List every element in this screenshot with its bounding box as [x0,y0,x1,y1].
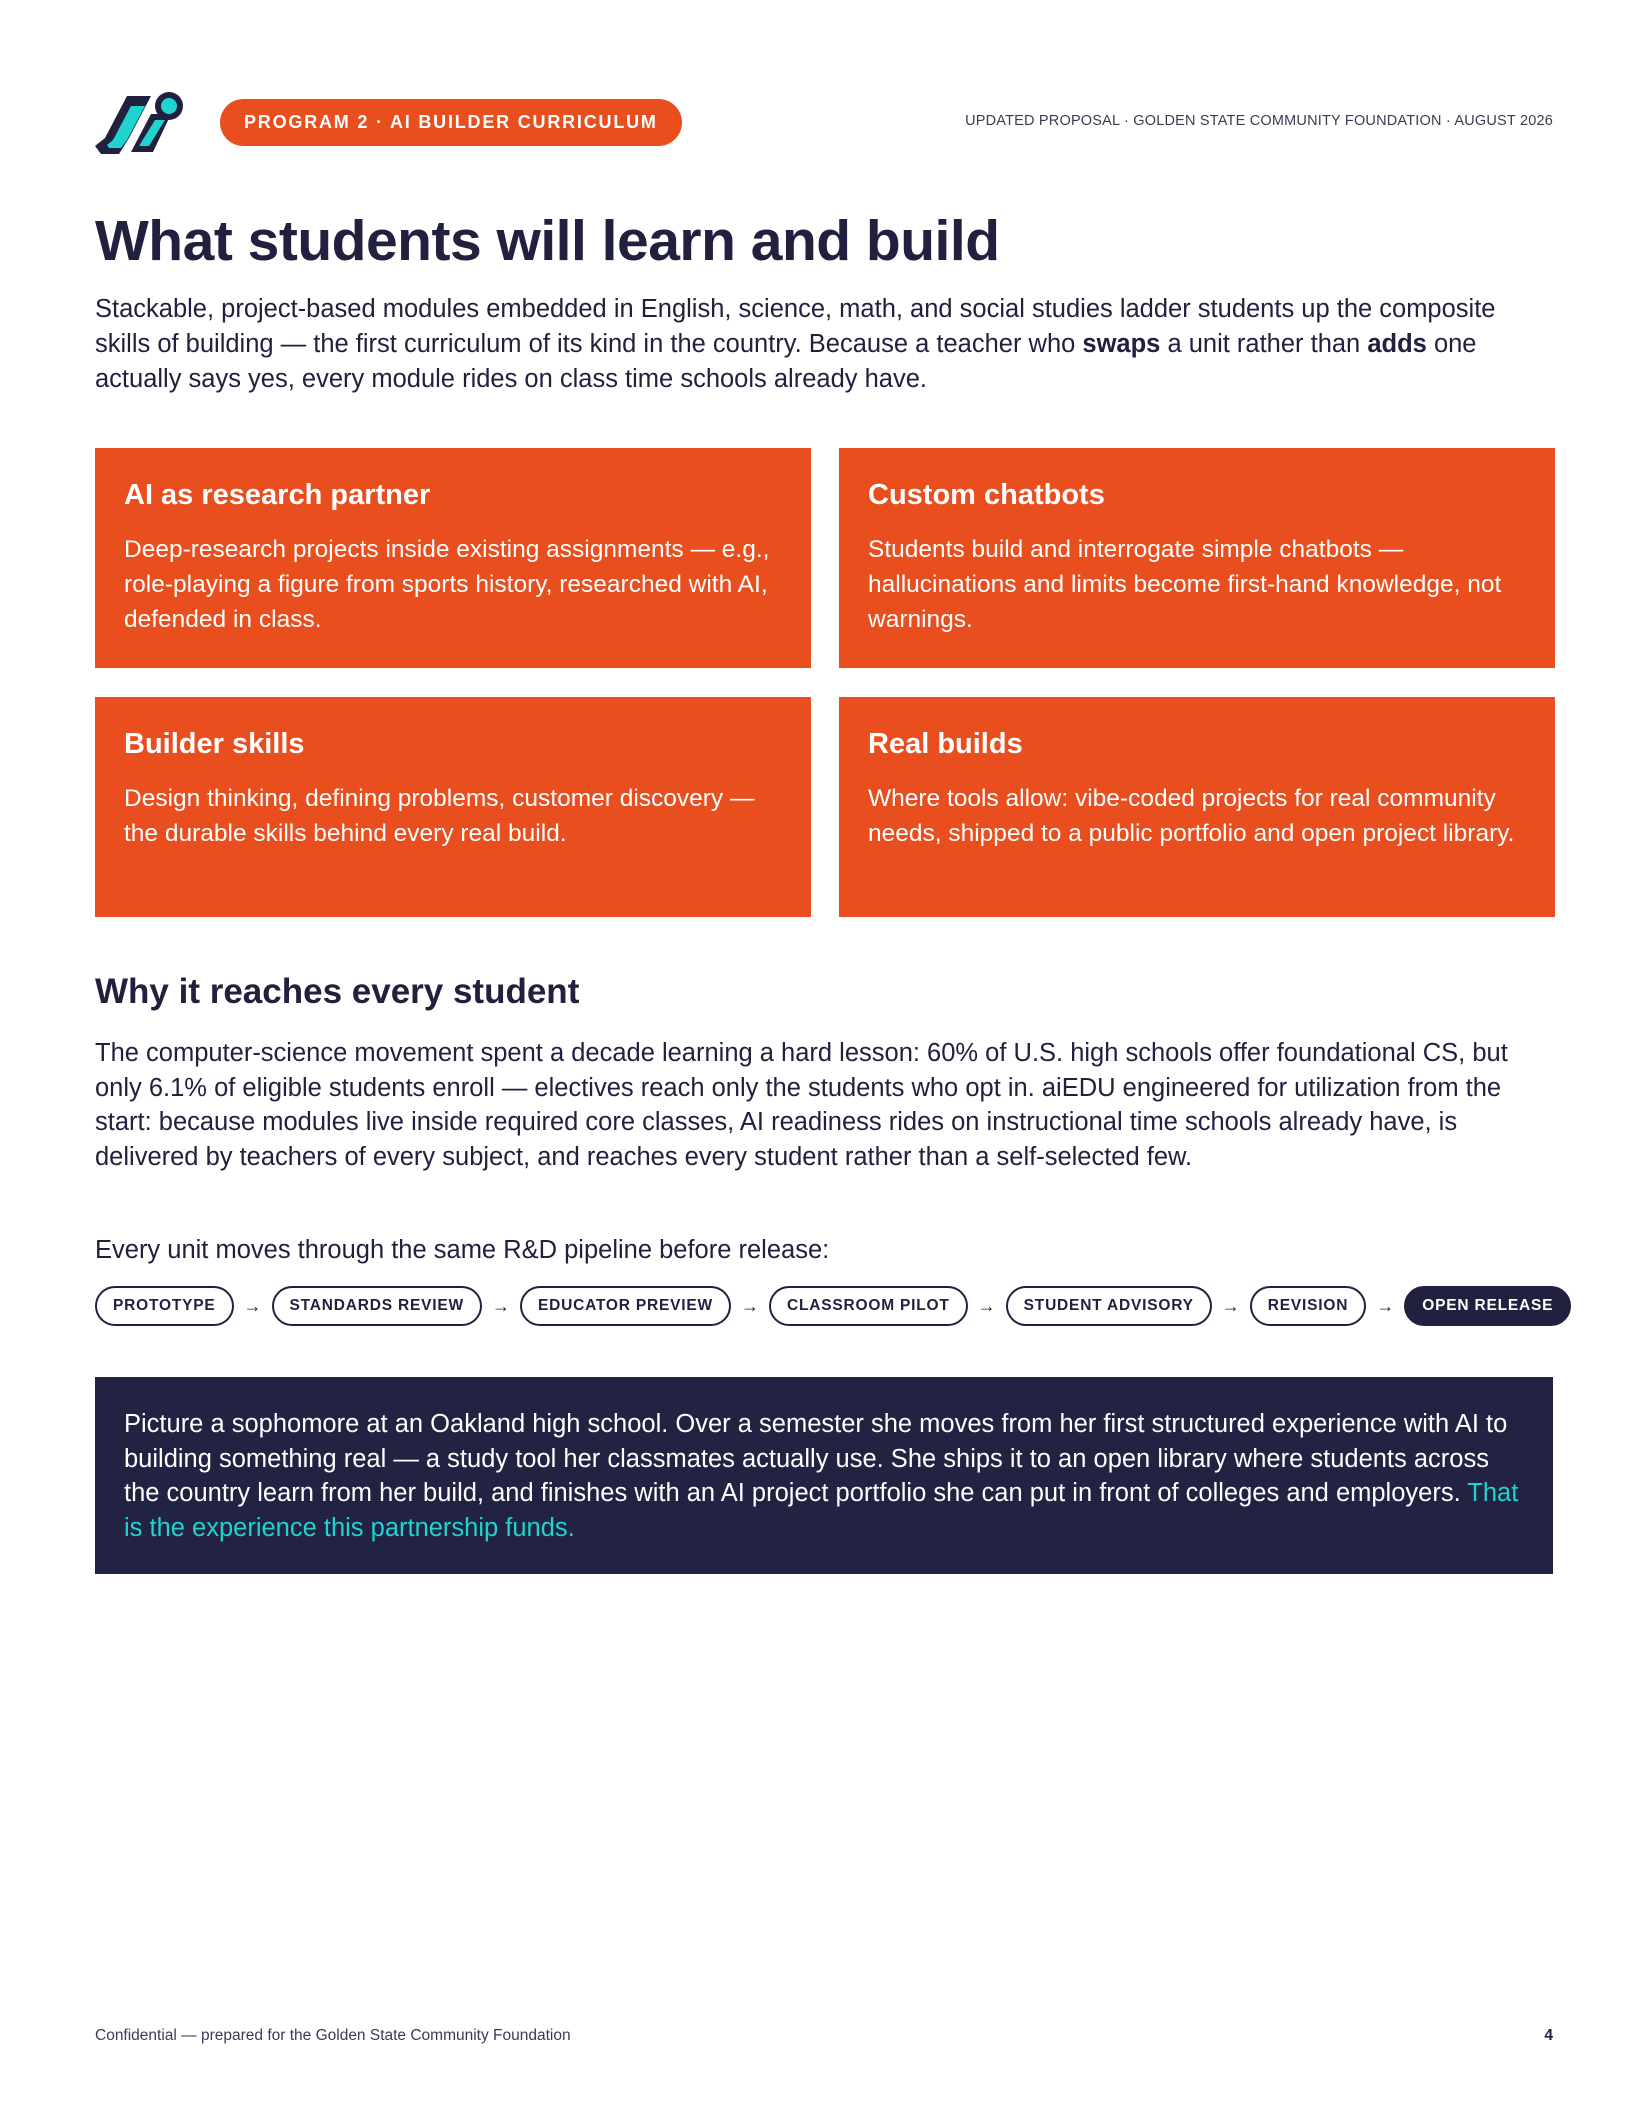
pipeline-step-open-release: OPEN RELEASE [1404,1286,1571,1326]
arrow-right-icon: → [491,1295,510,1316]
pipeline-step-prototype: PROTOTYPE [95,1286,234,1326]
aiedu-logo-icon [95,88,187,160]
pipeline-step-standards-review: STANDARDS REVIEW [272,1286,482,1326]
section-body: The computer-science movement spent a decade learning a hard lesson: 60% of U.S. high schools offer foundational CS, but only 6.1% of eligible students enroll — electives reach only the students who opt in. aiEDU engineered for utilization from the start: because modules live inside required core classes, AI readiness rides on instructional time schools already have, is delivered by teachers of every subject, and reaches every student rather than a self-selected few. [95,1039,1508,1171]
callout-text [124,1407,1523,1545]
lead-text-1: Stackable, project-based modules embedded in English, science, math, and social studies ladder students up the composite skills of building — the first curriculum of its kind in the country. Because a teacher who [95,295,1496,358]
lead-bold-adds: adds [1367,330,1427,358]
card-body: Deep-research projects inside existing assignments — e.g., role-playing a figure from sports history, researched with AI, defended in class. [124,536,770,633]
section-heading: Why it reaches every student [95,972,580,1011]
callout-body: Picture a sophomore at an Oakland high school. Over a semester she moves from her first structured experience with AI to building something real — a study tool her classmates actually use. She ships it to an open library where students across the country learn from her build, and finishes with an AI project portfolio she can put in front of colleges and employers. [124,1410,1508,1507]
card-ai-research-partner [95,448,811,668]
card-custom-chatbots [839,448,1555,668]
card-body: Students build and interrogate simple chatbots — hallucinations and limits become first-hand knowledge, not warnings. [868,536,1502,633]
arrow-right-icon: → [977,1295,996,1316]
card-title: Custom chatbots [868,479,1105,511]
arrow-right-icon: → [740,1295,759,1316]
arrow-right-icon: → [1221,1295,1240,1316]
card-body: Where tools allow: vibe-coded projects for real community needs, shipped to a public portfolio and open project library. [868,785,1515,847]
rd-pipeline [95,1284,1571,1328]
page-title: What students will learn and build [95,209,1000,273]
arrow-right-icon: → [1376,1295,1395,1316]
page-header [95,84,1553,164]
footer-confidential: Confidential — prepared for the Golden State Community Foundation [95,2027,571,2044]
pipeline-step-classroom-pilot: CLASSROOM PILOT [769,1286,968,1326]
document-page [95,0,1553,2112]
page-number: 4 [1544,2027,1553,2044]
lead-bold-swaps: swaps [1082,330,1161,358]
lead-paragraph [95,292,1515,397]
card-body: Design thinking, defining problems, customer discovery — the durable skills behind every real build. [124,785,755,847]
card-builder-skills [95,697,811,917]
arrow-right-icon: → [243,1295,262,1316]
card-title: Builder skills [124,728,305,760]
pipeline-intro: Every unit moves through the same R&D pipeline before release: [95,1236,830,1264]
card-real-builds [839,697,1555,917]
lead-text-2: a unit rather than [1160,330,1368,358]
story-callout [95,1377,1553,1574]
pipeline-step-revision: REVISION [1250,1286,1366,1326]
program-pill: PROGRAM 2 · AI BUILDER CURRICULUM [220,99,682,146]
header-meta: UPDATED PROPOSAL · GOLDEN STATE COMMUNITY FOUNDATION · AUGUST 2026 [965,113,1553,129]
card-title: Real builds [868,728,1023,760]
lead-text-3: one actually says yes, every module rides on class time schools already have. [95,330,1477,393]
card-title: AI as research partner [124,479,431,511]
callout-highlight: That is the experience this partnership funds. [124,1479,1519,1542]
pipeline-step-student-advisory: STUDENT ADVISORY [1006,1286,1212,1326]
pipeline-step-educator-preview: EDUCATOR PREVIEW [520,1286,731,1326]
